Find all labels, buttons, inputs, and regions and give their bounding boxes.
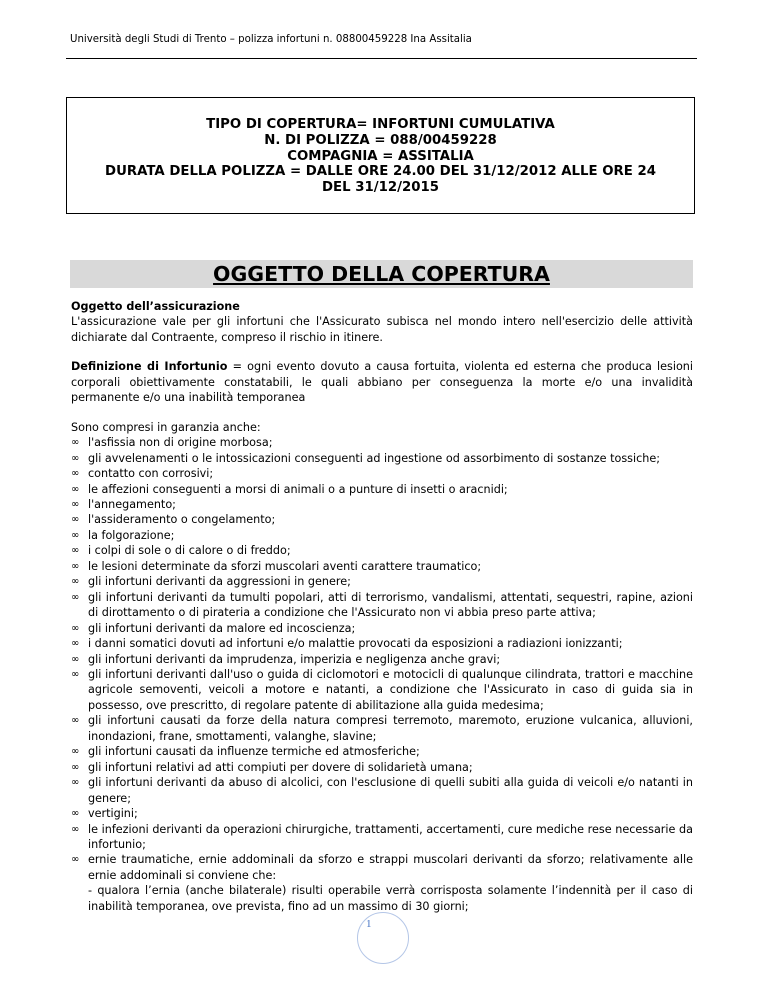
list-item-text: contatto con corrosivi;	[88, 467, 214, 481]
list-item	[71, 512, 693, 527]
list-item	[71, 559, 693, 574]
bullet-icon: ∞	[71, 514, 80, 526]
bullet-icon: ∞	[71, 591, 80, 603]
list-item-text: gli infortuni causati da forze della natura compresi terremoto, maremoto, eruzione vulcanica, alluvioni, inondazioni, frane, smottamenti, valanghe, slavine;	[88, 714, 693, 743]
list-item	[71, 528, 693, 543]
bullet-icon: ∞	[71, 545, 80, 557]
list-item	[71, 744, 693, 759]
bullet-icon: ∞	[71, 529, 80, 541]
bullet-icon: ∞	[71, 761, 80, 773]
coverage-summary-box	[66, 97, 695, 214]
list-item	[71, 543, 693, 558]
object-text: L'assicurazione vale per gli infortuni che l'Assicurato subisca nel mondo intero nell'esercizio delle attività dichiarate dal Contraente, compreso il rischio in itinere.	[71, 315, 693, 344]
page-number: 1	[366, 918, 372, 930]
list-item	[71, 775, 693, 806]
bullet-icon: ∞	[71, 668, 80, 680]
list-item-text: le infezioni derivanti da operazioni chirurgiche, trattamenti, accertamenti, cure mediche rese necessarie da infortunio;	[88, 822, 693, 851]
list-item	[71, 713, 693, 744]
coverage-type-line: TIPO DI COPERTURA= INFORTUNI CUMULATIVA	[206, 117, 555, 132]
policy-number-line: N. DI POLIZZA = 088/00459228	[264, 132, 497, 148]
list-item	[71, 806, 693, 821]
bullet-icon: ∞	[71, 622, 80, 634]
running-header: Università degli Studi di Trento – polizza infortuni n. 08800459228 Ina Assitalia	[70, 34, 472, 45]
list-item-text: gli infortuni derivanti da malore ed incoscienza;	[88, 621, 356, 635]
list-item	[71, 451, 693, 466]
list-item-text: le affezioni conseguenti a morsi di animali o a punture di insetti o aracnidi;	[88, 482, 508, 496]
included-intro: Sono compresi in garanzia anche:	[71, 420, 261, 434]
list-item	[71, 852, 693, 883]
list-item	[71, 822, 693, 853]
list-item-text: l'assideramento o congelamento;	[88, 513, 276, 527]
bullet-icon: ∞	[71, 452, 80, 464]
bullet-icon: ∞	[71, 468, 80, 480]
list-item-text: gli infortuni relativi ad atti compiuti per dovere di solidarietà umana;	[88, 760, 473, 774]
list-item-text: i danni somatici dovuti ad infortuni e/o malattie provocati da esposizioni a radiazioni ionizzanti;	[88, 637, 623, 651]
bullet-icon: ∞	[71, 746, 80, 758]
bullet-icon: ∞	[71, 437, 80, 449]
bullet-icon: ∞	[71, 777, 80, 789]
list-item-text: gli infortuni derivanti dall'uso o guida di ciclomotori e motocicli di qualunque cilindrata, trattori e macchine agricole semoventi, veicoli a motore e natanti, a condizione che l'Assicurato in caso di guida sia in possesso, ove prescritto, di regolare patente di abilitazione alla guida medesima;	[88, 667, 693, 712]
list-item	[71, 636, 693, 651]
list-item-text: gli avvelenamenti o le intossicazioni conseguenti ad ingestione od assorbimento di sostanze tossiche;	[88, 451, 660, 465]
list-item-text: gli infortuni derivanti da imprudenza, imperizia e negligenza anche gravi;	[88, 652, 501, 666]
section-title: OGGETTO DELLA COPERTURA	[70, 260, 693, 288]
bullet-icon: ∞	[71, 653, 80, 665]
list-item	[71, 652, 693, 667]
list-item	[71, 435, 693, 450]
list-item	[71, 621, 693, 636]
list-item-text: gli infortuni causati da influenze termiche ed atmosferiche;	[88, 745, 420, 759]
object-heading: Oggetto dell’assicurazione	[71, 300, 240, 313]
bullet-icon: ∞	[71, 808, 80, 820]
list-item-text: gli infortuni derivanti da tumulti popolari, atti di terrorismo, vandalismi, attentati, sequestri, rapine, azioni di dirottamento o di pirateria a condizione che l'Assicurato non vi abbia preso parte attiva;	[88, 590, 693, 620]
included-sub-item: - qualora l’ernia (anche bilaterale) risulti operabile verrà corrisposta solamente l’indennità per il caso di inabilità temporanea, ove prevista, fino ad un massimo di 30 giorni;	[88, 884, 693, 913]
bullet-icon: ∞	[71, 498, 80, 510]
list-item-text: l'asfissia non di origine morbosa;	[88, 436, 273, 450]
list-item	[71, 574, 693, 589]
list-item-text: vertigini;	[88, 807, 138, 821]
list-item-text: gli infortuni derivanti da aggressioni in genere;	[88, 575, 351, 589]
list-item-text: le lesioni determinate da sforzi muscolari aventi carattere traumatico;	[88, 559, 482, 573]
company-line: COMPAGNIA = ASSITALIA	[287, 148, 474, 164]
list-item-text: la folgorazione;	[88, 528, 175, 542]
list-item-text: i colpi di sole o di calore o di freddo;	[88, 544, 291, 558]
bullet-icon: ∞	[71, 638, 80, 650]
definition-text: = ogni evento dovuto a causa fortuita, violenta ed esterna che produca lesioni corporali obiettivamente constatabili, le quali abbiano per conseguenza la morte e/o una invalidità permanente e/o una inabilità temporanea	[71, 360, 693, 405]
bullet-icon: ∞	[71, 560, 80, 572]
bullet-icon: ∞	[71, 483, 80, 495]
bullet-icon: ∞	[71, 854, 80, 866]
definition-paragraph	[71, 359, 693, 405]
list-item	[71, 482, 693, 497]
list-item	[71, 497, 693, 512]
policy-duration-line: DURATA DELLA POLIZZA = DALLE ORE 24.00 DEL 31/12/2012 ALLE ORE 24	[105, 164, 656, 180]
list-item	[71, 760, 693, 775]
bullet-icon: ∞	[71, 823, 80, 835]
list-item	[71, 590, 693, 621]
list-item-text: gli infortuni derivanti da abuso di alcolici, con l'esclusione di quelli subiti alla guida di veicoli e/o natanti in genere;	[88, 776, 693, 805]
list-item	[71, 667, 693, 713]
policy-duration-end-line: DEL 31/12/2015	[322, 180, 439, 196]
document-body	[71, 299, 693, 914]
list-item-text: l'annegamento;	[88, 497, 176, 511]
definition-term: Definizione di Infortunio	[71, 360, 228, 374]
bullet-icon: ∞	[71, 576, 80, 588]
bullet-icon: ∞	[71, 715, 80, 727]
included-list	[71, 435, 693, 883]
list-item	[71, 466, 693, 481]
header-divider	[66, 58, 697, 59]
list-item-text: ernie traumatiche, ernie addominali da sforzo e strappi muscolari derivanti da sforzo; relativamente alle ernie addominali si conviene che:	[88, 853, 693, 882]
coverage-summary-lines	[67, 117, 694, 196]
page-number-circle	[357, 912, 409, 964]
